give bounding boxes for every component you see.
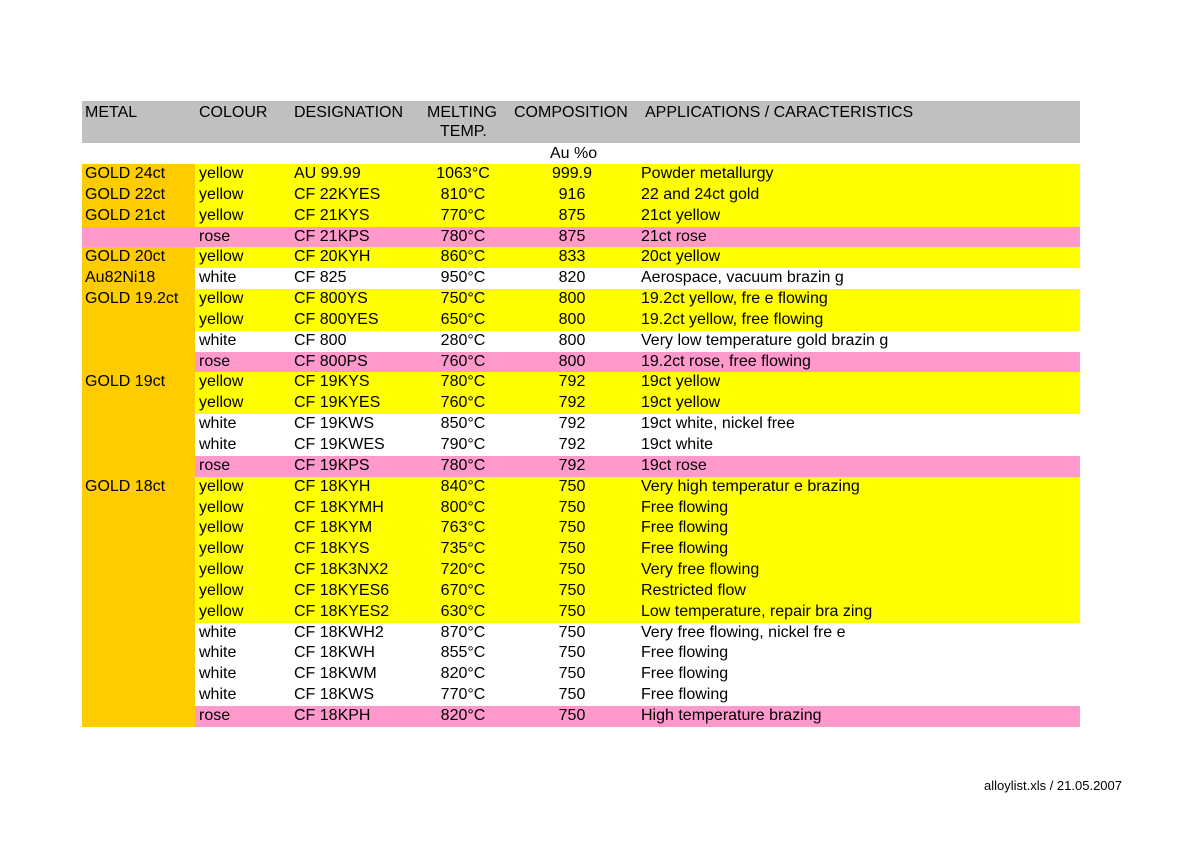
header-colour: COLOUR bbox=[199, 104, 268, 121]
cell-composition: 750 bbox=[558, 602, 586, 620]
metal-cell-background bbox=[82, 560, 195, 581]
table-row bbox=[82, 560, 1080, 581]
table-row bbox=[82, 393, 1080, 414]
cell-metal: GOLD 18ct bbox=[85, 477, 166, 495]
cell-colour: white bbox=[199, 686, 237, 704]
cell-designation: CF 19KWES bbox=[294, 435, 385, 453]
cell-colour: yellow bbox=[199, 581, 244, 599]
metal-cell-background bbox=[82, 685, 195, 706]
table-row bbox=[82, 268, 1080, 289]
cell-composition: 916 bbox=[558, 185, 586, 203]
cell-designation: CF 18KYES6 bbox=[294, 581, 390, 599]
cell-designation: CF 21KYS bbox=[294, 206, 370, 224]
cell-melting: 870°C bbox=[440, 623, 486, 641]
metal-cell-background bbox=[82, 518, 195, 539]
cell-designation: CF 19KYES bbox=[294, 394, 381, 412]
cell-melting: 735°C bbox=[440, 540, 486, 558]
cell-melting: 780°C bbox=[440, 373, 486, 391]
cell-application: Free flowing bbox=[641, 519, 729, 537]
cell-colour: white bbox=[199, 623, 237, 641]
header-designation: DESIGNATION bbox=[294, 104, 404, 121]
footer-filename: alloylist.xls / 21.05.2007 bbox=[983, 778, 1122, 793]
cell-composition: 833 bbox=[558, 248, 586, 266]
cell-composition: 792 bbox=[558, 394, 586, 412]
cell-composition: 750 bbox=[558, 623, 586, 641]
cell-metal: GOLD 22ct bbox=[85, 185, 166, 203]
cell-melting: 840°C bbox=[440, 477, 486, 495]
cell-application: Very free flowing bbox=[641, 561, 760, 579]
cell-composition: 750 bbox=[558, 686, 586, 704]
cell-colour: white bbox=[199, 665, 237, 683]
cell-colour: yellow bbox=[199, 206, 244, 224]
cell-application: Free flowing bbox=[641, 498, 729, 516]
cell-application: Very high temperatur e brazing bbox=[641, 477, 860, 495]
cell-composition: 800 bbox=[558, 352, 586, 370]
table-row bbox=[82, 456, 1080, 477]
metal-cell-background bbox=[82, 623, 195, 644]
metal-cell-background bbox=[82, 393, 195, 414]
cell-metal: GOLD 21ct bbox=[85, 206, 166, 224]
cell-application: 20ct yellow bbox=[641, 248, 721, 266]
cell-colour: yellow bbox=[199, 540, 244, 558]
metal-cell-background bbox=[82, 331, 195, 352]
cell-melting: 860°C bbox=[440, 248, 486, 266]
cell-colour: yellow bbox=[199, 561, 244, 579]
cell-designation: CF 18KPH bbox=[294, 706, 371, 724]
cell-composition: 750 bbox=[558, 540, 586, 558]
cell-melting: 760°C bbox=[440, 352, 486, 370]
table-row bbox=[82, 414, 1080, 435]
cell-metal: GOLD 24ct bbox=[85, 165, 166, 182]
cell-application: Restricted flow bbox=[641, 581, 746, 599]
cell-colour: yellow bbox=[199, 310, 244, 328]
metal-cell-background bbox=[82, 706, 195, 727]
cell-composition: 792 bbox=[558, 415, 586, 433]
metal-cell-background bbox=[82, 456, 195, 477]
table-row bbox=[82, 623, 1080, 644]
cell-metal: Au82Ni18 bbox=[85, 269, 156, 287]
cell-metal: GOLD 19.2ct bbox=[85, 290, 179, 308]
cell-metal: GOLD 19ct bbox=[85, 373, 166, 391]
cell-colour: yellow bbox=[199, 394, 244, 412]
cell-designation: CF 18KWH2 bbox=[294, 623, 384, 641]
table-row bbox=[82, 372, 1080, 393]
cell-melting: 770°C bbox=[440, 686, 486, 704]
metal-cell-background bbox=[82, 435, 195, 456]
cell-composition: 800 bbox=[558, 331, 586, 349]
cell-application: 22 and 24ct gold bbox=[641, 185, 760, 203]
table-row bbox=[82, 185, 1080, 206]
cell-melting: 950°C bbox=[440, 269, 486, 287]
cell-colour: yellow bbox=[199, 498, 244, 516]
header-melting: MELTING bbox=[427, 104, 497, 121]
cell-application: Free flowing bbox=[641, 644, 729, 662]
cell-application: 21ct yellow bbox=[641, 206, 721, 224]
table-row bbox=[82, 581, 1080, 602]
cell-melting: 670°C bbox=[440, 581, 486, 599]
table-row bbox=[82, 331, 1080, 352]
cell-designation: CF 18KYMH bbox=[294, 498, 384, 516]
cell-colour: yellow bbox=[199, 165, 244, 182]
cell-designation: CF 22KYES bbox=[294, 185, 381, 203]
cell-designation: CF 19KWS bbox=[294, 415, 375, 433]
cell-composition: 800 bbox=[558, 310, 586, 328]
cell-melting: 780°C bbox=[440, 227, 486, 245]
table-row bbox=[82, 227, 1080, 248]
cell-composition: 875 bbox=[558, 206, 586, 224]
table-row bbox=[82, 664, 1080, 685]
cell-application: 19ct white, nickel free bbox=[641, 415, 795, 433]
cell-application: 19ct rose bbox=[641, 456, 707, 474]
table-row bbox=[82, 477, 1080, 498]
cell-composition: 792 bbox=[558, 373, 586, 391]
cell-designation: CF 19KYS bbox=[294, 373, 370, 391]
cell-designation: CF 18KWH bbox=[294, 644, 375, 662]
cell-colour: white bbox=[199, 269, 237, 287]
cell-colour: rose bbox=[199, 227, 231, 245]
cell-composition: 792 bbox=[558, 456, 586, 474]
metal-cell-background bbox=[82, 414, 195, 435]
cell-application: 19ct yellow bbox=[641, 394, 721, 412]
cell-composition: 750 bbox=[558, 644, 586, 662]
cell-designation: CF 18KYH bbox=[294, 477, 371, 495]
cell-colour: yellow bbox=[199, 248, 244, 266]
cell-composition: 800 bbox=[558, 290, 586, 308]
cell-application: High temperature brazing bbox=[641, 706, 822, 724]
table-row bbox=[82, 706, 1080, 727]
cell-composition: 750 bbox=[558, 519, 586, 537]
cell-composition: 750 bbox=[558, 477, 586, 495]
cell-composition: 792 bbox=[558, 435, 586, 453]
table-body bbox=[82, 164, 1080, 727]
cell-melting: 780°C bbox=[440, 456, 486, 474]
table-row bbox=[82, 685, 1080, 706]
table-row bbox=[82, 289, 1080, 310]
cell-colour: white bbox=[199, 415, 237, 433]
cell-application: 19ct white bbox=[641, 435, 714, 453]
cell-metal: GOLD 20ct bbox=[85, 248, 166, 266]
cell-designation: CF 18KYS bbox=[294, 540, 370, 558]
metal-cell-background bbox=[82, 352, 195, 373]
table-row bbox=[82, 498, 1080, 519]
cell-melting: 820°C bbox=[440, 665, 486, 683]
cell-designation: CF 800PS bbox=[294, 352, 368, 370]
cell-colour: white bbox=[199, 331, 237, 349]
metal-cell-background bbox=[82, 227, 195, 248]
cell-designation: CF 19KPS bbox=[294, 456, 370, 474]
table-row bbox=[82, 310, 1080, 331]
cell-application: Low temperature, repair bra zing bbox=[641, 602, 873, 620]
table-row bbox=[82, 247, 1080, 268]
cell-designation: CF 800 bbox=[294, 331, 347, 349]
metal-cell-background bbox=[82, 581, 195, 602]
header-composition: COMPOSITION bbox=[514, 104, 628, 121]
metal-cell-background bbox=[82, 602, 195, 623]
cell-designation: CF 18KYES2 bbox=[294, 602, 390, 620]
cell-designation: CF 21KPS bbox=[294, 227, 370, 245]
table-row bbox=[82, 206, 1080, 227]
cell-melting: 810°C bbox=[440, 185, 486, 203]
cell-melting: 280°C bbox=[440, 331, 486, 349]
cell-designation: CF 20KYH bbox=[294, 248, 371, 266]
cell-application: Aerospace, vacuum brazin g bbox=[641, 269, 844, 287]
unit-label: Au %o bbox=[550, 145, 598, 162]
cell-melting: 720°C bbox=[440, 561, 486, 579]
cell-application: 19ct yellow bbox=[641, 373, 721, 391]
cell-melting: 750°C bbox=[440, 290, 486, 308]
cell-application: 21ct rose bbox=[641, 227, 707, 245]
cell-melting: 630°C bbox=[440, 602, 486, 620]
table-row bbox=[82, 518, 1080, 539]
cell-composition: 999.9 bbox=[551, 165, 593, 182]
cell-colour: rose bbox=[199, 706, 231, 724]
cell-melting: 760°C bbox=[440, 394, 486, 412]
cell-application: 19.2ct rose, free flowing bbox=[641, 352, 811, 370]
cell-colour: rose bbox=[199, 456, 231, 474]
cell-designation: CF 18K3NX2 bbox=[294, 561, 389, 579]
header-temp: TEMP. bbox=[440, 123, 487, 140]
cell-melting: 770°C bbox=[440, 206, 486, 224]
cell-application: Very free flowing, nickel fre e bbox=[641, 623, 846, 641]
table-row bbox=[82, 352, 1080, 373]
table-row bbox=[82, 435, 1080, 456]
cell-colour: yellow bbox=[199, 477, 244, 495]
cell-application: 19.2ct yellow, free flowing bbox=[641, 310, 824, 328]
cell-composition: 750 bbox=[558, 498, 586, 516]
cell-designation: CF 800YS bbox=[294, 290, 368, 308]
cell-colour: white bbox=[199, 435, 237, 453]
cell-colour: yellow bbox=[199, 290, 244, 308]
table-row bbox=[82, 602, 1080, 623]
cell-composition: 820 bbox=[558, 269, 586, 287]
cell-application: Free flowing bbox=[641, 540, 729, 558]
unit-row bbox=[82, 143, 1080, 164]
header-applications: APPLICATIONS / CARACTERISTICS bbox=[645, 104, 914, 121]
cell-designation: CF 18KWM bbox=[294, 665, 377, 683]
table-row bbox=[82, 164, 1080, 185]
table-row bbox=[82, 539, 1080, 560]
cell-composition: 750 bbox=[558, 561, 586, 579]
header-row bbox=[82, 101, 1080, 143]
cell-designation: AU 99.99 bbox=[294, 165, 361, 182]
cell-application: Powder metallurgy bbox=[641, 165, 774, 182]
cell-application: Free flowing bbox=[641, 686, 729, 704]
cell-designation: CF 18KYM bbox=[294, 519, 373, 537]
metal-cell-background bbox=[82, 643, 195, 664]
cell-melting: 763°C bbox=[440, 519, 486, 537]
cell-melting: 820°C bbox=[440, 706, 486, 724]
metal-cell-background bbox=[82, 539, 195, 560]
cell-colour: yellow bbox=[199, 602, 244, 620]
cell-melting: 800°C bbox=[440, 498, 486, 516]
metal-cell-background bbox=[82, 664, 195, 685]
cell-colour: yellow bbox=[199, 185, 244, 203]
cell-designation: CF 800YES bbox=[294, 310, 379, 328]
cell-melting: 855°C bbox=[440, 644, 486, 662]
cell-designation: CF 825 bbox=[294, 269, 347, 287]
cell-composition: 875 bbox=[558, 227, 586, 245]
cell-designation: CF 18KWS bbox=[294, 686, 375, 704]
cell-composition: 750 bbox=[558, 665, 586, 683]
cell-colour: white bbox=[199, 644, 237, 662]
cell-colour: rose bbox=[199, 352, 231, 370]
cell-colour: yellow bbox=[199, 373, 244, 391]
cell-melting: 650°C bbox=[440, 310, 486, 328]
metal-cell-background bbox=[82, 310, 195, 331]
cell-composition: 750 bbox=[558, 581, 586, 599]
cell-melting: 1063°C bbox=[436, 165, 490, 182]
cell-application: Very low temperature gold brazin g bbox=[641, 331, 889, 349]
cell-melting: 790°C bbox=[440, 435, 486, 453]
cell-composition: 750 bbox=[558, 706, 586, 724]
cell-application: Free flowing bbox=[641, 665, 729, 683]
alloy-table bbox=[82, 101, 1080, 727]
cell-melting: 850°C bbox=[440, 415, 486, 433]
header-metal: METAL bbox=[85, 104, 138, 121]
cell-colour: yellow bbox=[199, 519, 244, 537]
metal-cell-background bbox=[82, 498, 195, 519]
table-row bbox=[82, 643, 1080, 664]
cell-application: 19.2ct yellow, fre e flowing bbox=[641, 290, 828, 308]
